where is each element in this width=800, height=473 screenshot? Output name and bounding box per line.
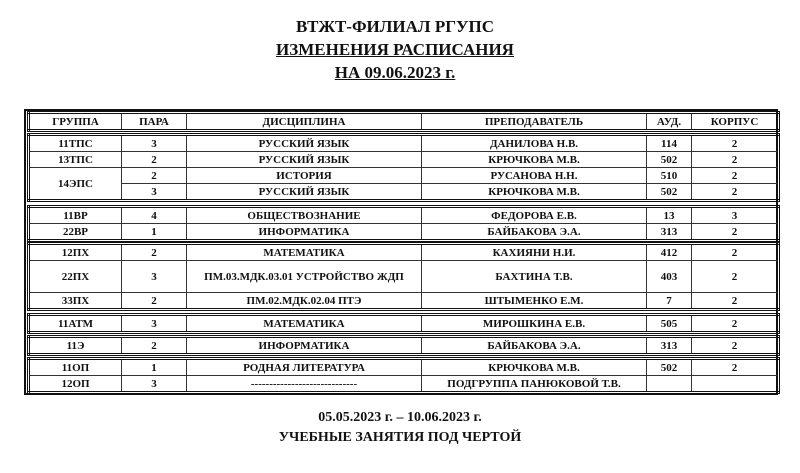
- cell-aud: 505: [647, 315, 692, 333]
- cell-korpus: 2: [692, 293, 779, 310]
- cell-aud: 502: [647, 184, 692, 201]
- cell-aud: 313: [647, 337, 692, 355]
- table-header: [27, 111, 780, 132]
- cell-group: 11ОП: [29, 359, 122, 376]
- cell-korpus: [692, 376, 779, 393]
- cell-group: 11ВР: [29, 207, 122, 224]
- table-row: [29, 376, 779, 393]
- column-header-discipline: ДИСЦИПЛИНА: [187, 113, 422, 131]
- cell-para: 3: [122, 135, 187, 152]
- cell-teacher: БАЙБАКОВА Э.А.: [422, 337, 647, 355]
- table-row: [29, 168, 779, 184]
- cell-korpus: 2: [692, 184, 779, 201]
- cell-group: 12ОП: [29, 376, 122, 393]
- footer-dates: 05.05.2023 г. – 10.06.2023 г.: [318, 410, 482, 425]
- cell-para: 2: [122, 168, 187, 184]
- cell-discipline: ПМ.03.МДК.03.01 УСТРОЙСТВО ЖДП: [187, 261, 422, 293]
- cell-discipline: МАТЕМАТИКА: [187, 315, 422, 333]
- cell-korpus: 3: [692, 207, 779, 224]
- cell-group: 22ВР: [29, 224, 122, 241]
- cell-teacher: БАЙБАКОВА Э.А.: [422, 224, 647, 241]
- cell-group: 13ТПС: [29, 152, 122, 168]
- cell-para: 2: [122, 244, 187, 261]
- cell-aud: 313: [647, 224, 692, 241]
- cell-para: 4: [122, 207, 187, 224]
- cell-aud: 7: [647, 293, 692, 310]
- cell-group: 11ТПС: [29, 135, 122, 152]
- cell-teacher: КАХИЯНИ Н.И.: [422, 244, 647, 261]
- cell-teacher: РУСАНОВА Н.Н.: [422, 168, 647, 184]
- cell-discipline: ИНФОРМАТИКА: [187, 337, 422, 355]
- cell-discipline: РУССКИЙ ЯЗЫК: [187, 152, 422, 168]
- cell-korpus: 2: [692, 359, 779, 376]
- cell-aud: 412: [647, 244, 692, 261]
- document-title: ИЗМЕНЕНИЯ РАСПИСАНИЯ: [276, 40, 514, 59]
- cell-discipline: РУССКИЙ ЯЗЫК: [187, 135, 422, 152]
- table-row: [29, 135, 779, 152]
- column-header-group: ГРУППА: [29, 113, 122, 131]
- cell-korpus: 2: [692, 244, 779, 261]
- table-block: [27, 313, 780, 334]
- cell-group: 12ПХ: [29, 244, 122, 261]
- cell-discipline: МАТЕМАТИКА: [187, 244, 422, 261]
- table-row: [29, 224, 779, 241]
- cell-para: 3: [122, 376, 187, 393]
- cell-para: 1: [122, 359, 187, 376]
- cell-group: 22ПХ: [29, 261, 122, 293]
- cell-discipline: ОБЩЕСТВОЗНАНИЕ: [187, 207, 422, 224]
- table-block: [27, 335, 780, 356]
- cell-para: 3: [122, 315, 187, 333]
- cell-aud: 403: [647, 261, 692, 293]
- cell-group: 11АТМ: [29, 315, 122, 333]
- footer-note: УЧЕБНЫЕ ЗАНЯТИЯ ПОД ЧЕРТОЙ: [278, 430, 522, 445]
- cell-discipline: РУССКИЙ ЯЗЫК: [187, 184, 422, 201]
- column-header-korpus: КОРПУС: [692, 113, 779, 131]
- table-row: [29, 315, 779, 333]
- cell-teacher: КРЮЧКОВА М.В.: [422, 359, 647, 376]
- cell-korpus: 2: [692, 152, 779, 168]
- cell-para: 2: [122, 293, 187, 310]
- table-row: [29, 293, 779, 310]
- table-row: [29, 359, 779, 376]
- document-date: НА 09.06.2023 г.: [334, 63, 456, 82]
- cell-discipline: ПМ.02.МДК.02.04 ПТЭ: [187, 293, 422, 310]
- cell-aud: 502: [647, 152, 692, 168]
- column-header-aud: АУД.: [647, 113, 692, 131]
- cell-para: 2: [122, 337, 187, 355]
- cell-teacher: МИРОШКИНА Е.В.: [422, 315, 647, 333]
- cell-teacher: БАХТИНА Т.В.: [422, 261, 647, 293]
- institution-title: ВТЖТ-ФИЛИАЛ РГУПС: [295, 17, 495, 36]
- table-block: [27, 242, 780, 311]
- column-header-teacher: ПРЕПОДАВАТЕЛЬ: [422, 113, 647, 131]
- cell-korpus: 2: [692, 168, 779, 184]
- cell-korpus: 2: [692, 337, 779, 355]
- cell-para: 3: [122, 184, 187, 201]
- cell-para: 2: [122, 152, 187, 168]
- cell-group: 33ПХ: [29, 293, 122, 310]
- cell-group: 11Э: [29, 337, 122, 355]
- cell-para: 1: [122, 224, 187, 241]
- cell-korpus: 2: [692, 135, 779, 152]
- cell-discipline: -----------------------------: [187, 376, 422, 393]
- column-header-para: ПАРА: [122, 113, 187, 131]
- table-row: [29, 152, 779, 168]
- cell-teacher: ШТЫМЕНКО Е.М.: [422, 293, 647, 310]
- cell-aud: 510: [647, 168, 692, 184]
- table-row: [29, 184, 779, 201]
- header-row: [29, 113, 779, 131]
- table-block: [27, 205, 780, 242]
- cell-korpus: 2: [692, 261, 779, 293]
- cell-group: 14ЭПС: [29, 168, 122, 201]
- cell-aud: 114: [647, 135, 692, 152]
- cell-aud: 502: [647, 359, 692, 376]
- table-row: [29, 207, 779, 224]
- table-row: [29, 244, 779, 261]
- cell-discipline: ИСТОРИЯ: [187, 168, 422, 184]
- cell-teacher: КРЮЧКОВА М.В.: [422, 184, 647, 201]
- cell-aud: [647, 376, 692, 393]
- table-block: [27, 133, 780, 202]
- table-block: [27, 357, 780, 394]
- cell-korpus: 2: [692, 224, 779, 241]
- cell-teacher: КРЮЧКОВА М.В.: [422, 152, 647, 168]
- table-row: [29, 261, 779, 293]
- cell-korpus: 2: [692, 315, 779, 333]
- cell-teacher: ДАНИЛОВА Н.В.: [422, 135, 647, 152]
- cell-para: 3: [122, 261, 187, 293]
- cell-discipline: ИНФОРМАТИКА: [187, 224, 422, 241]
- cell-discipline: РОДНАЯ ЛИТЕРАТУРА: [187, 359, 422, 376]
- table-row: [29, 337, 779, 355]
- cell-teacher: ФЕДОРОВА Е.В.: [422, 207, 647, 224]
- cell-aud: 13: [647, 207, 692, 224]
- cell-teacher: ПОДГРУППА ПАНЮКОВОЙ Т.В.: [422, 376, 647, 393]
